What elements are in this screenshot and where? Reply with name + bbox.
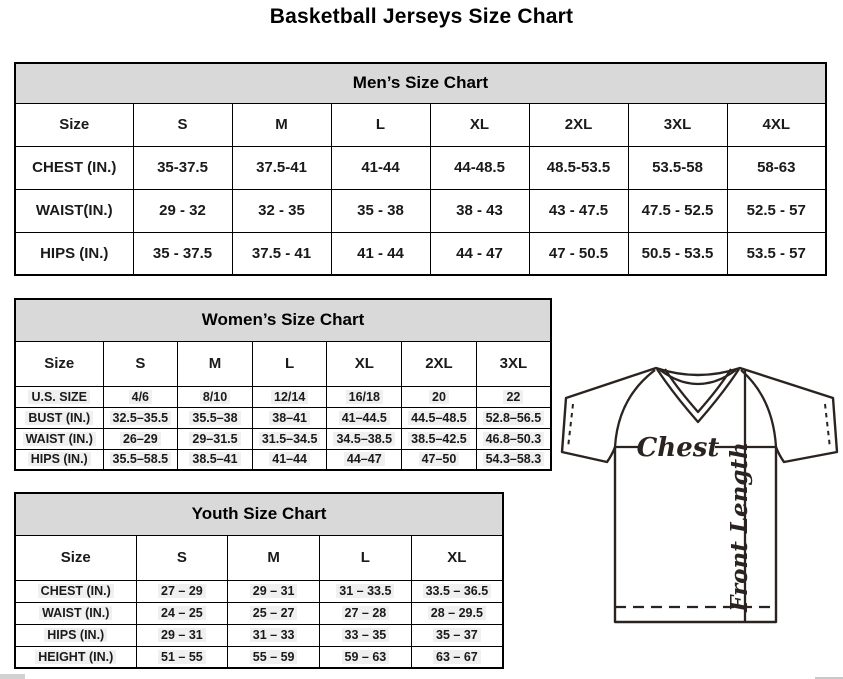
page-title: Basketball Jerseys Size Chart: [269, 5, 574, 28]
table-cell: 52.8–56.5: [476, 407, 551, 428]
table-cell: 51 – 55: [136, 646, 228, 668]
size-header-cell: Size: [15, 535, 136, 580]
mens-size-chart-table: [14, 62, 827, 276]
table-cell: 47–50: [402, 449, 477, 470]
row-label: HEIGHT (IN.): [15, 646, 136, 668]
youth-waist-row: [15, 602, 503, 624]
row-label: BUST (IN.): [15, 407, 103, 428]
table-cell: 29–31.5: [178, 428, 253, 449]
youth-height-row: [15, 646, 503, 668]
womens-us-size-row: [15, 386, 551, 407]
table-cell: 31 – 33: [228, 624, 320, 646]
row-label: WAIST (IN.): [15, 602, 136, 624]
size-col-header: 3XL: [476, 341, 551, 386]
youth-chest-row: [15, 580, 503, 602]
table-cell: 35.5–58.5: [103, 449, 178, 470]
table-cell: 53.5 - 57: [727, 232, 826, 275]
row-label: HIPS (IN.): [15, 232, 133, 275]
youth-table-header: Youth Size Chart: [15, 493, 503, 535]
mens-waist-row: [15, 189, 826, 232]
table-cell: 24 – 25: [136, 602, 228, 624]
table-cell: 52.5 - 57: [727, 189, 826, 232]
table-cell: 53.5-58: [628, 146, 727, 189]
table-cell: 41–44.5: [327, 407, 402, 428]
womens-hips-row: [15, 449, 551, 470]
table-cell: 27 – 28: [320, 602, 412, 624]
size-col-header: S: [103, 341, 178, 386]
table-cell: 58-63: [727, 146, 826, 189]
womens-bust-row: [15, 407, 551, 428]
table-cell: 25 – 27: [228, 602, 320, 624]
mens-size-header-row: [15, 103, 826, 146]
size-col-header: XL: [327, 341, 402, 386]
table-cell: 63 – 67: [411, 646, 503, 668]
jersey-outline: [562, 368, 837, 622]
size-col-header: 2XL: [529, 103, 628, 146]
size-header-cell: Size: [15, 341, 103, 386]
table-cell: 35-37.5: [133, 146, 232, 189]
table-cell: 31 – 33.5: [320, 580, 412, 602]
table-cell: 41 - 44: [331, 232, 430, 275]
table-cell: 34.5–38.5: [327, 428, 402, 449]
mens-chest-row: [15, 146, 826, 189]
row-label: WAIST (IN.): [15, 428, 103, 449]
youth-size-chart-table: [14, 492, 504, 669]
table-cell: 12/14: [252, 386, 327, 407]
table-cell: 44 - 47: [430, 232, 529, 275]
size-col-header: 3XL: [628, 103, 727, 146]
youth-hips-row: [15, 624, 503, 646]
size-col-header: L: [331, 103, 430, 146]
table-cell: 37.5 - 41: [232, 232, 331, 275]
row-label: HIPS (IN.): [15, 449, 103, 470]
table-cell: 32.5–35.5: [103, 407, 178, 428]
table-cell: 4/6: [103, 386, 178, 407]
table-cell: 31.5–34.5: [252, 428, 327, 449]
size-col-header: S: [133, 103, 232, 146]
table-cell: 29 – 31: [228, 580, 320, 602]
womens-size-header-row: [15, 341, 551, 386]
table-cell: 50.5 - 53.5: [628, 232, 727, 275]
table-cell: 41-44: [331, 146, 430, 189]
table-cell: 16/18: [327, 386, 402, 407]
size-col-header: XL: [430, 103, 529, 146]
row-label: CHEST (IN.): [15, 146, 133, 189]
table-cell: 32 - 35: [232, 189, 331, 232]
table-cell: 8/10: [178, 386, 253, 407]
table-cell: 38.5–42.5: [402, 428, 477, 449]
table-cell: 26–29: [103, 428, 178, 449]
table-cell: 27 – 29: [136, 580, 228, 602]
womens-size-chart-table: [14, 298, 552, 471]
size-header-cell: Size: [15, 103, 133, 146]
size-col-header: XL: [411, 535, 503, 580]
womens-waist-row: [15, 428, 551, 449]
table-cell: 55 – 59: [228, 646, 320, 668]
size-col-header: 2XL: [402, 341, 477, 386]
table-cell: 37.5-41: [232, 146, 331, 189]
row-label: HIPS (IN.): [15, 624, 136, 646]
size-col-header: M: [232, 103, 331, 146]
table-cell: 38–41: [252, 407, 327, 428]
table-cell: 47.5 - 52.5: [628, 189, 727, 232]
table-cell: 35 - 37.5: [133, 232, 232, 275]
table-cell: 41–44: [252, 449, 327, 470]
table-cell: 35 – 37: [411, 624, 503, 646]
size-col-header: S: [136, 535, 228, 580]
row-label: U.S. SIZE: [15, 386, 103, 407]
table-cell: 20: [402, 386, 477, 407]
size-col-header: L: [252, 341, 327, 386]
front-length-label: Front Length: [726, 442, 753, 612]
size-col-header: M: [228, 535, 320, 580]
table-cell: 33.5 – 36.5: [411, 580, 503, 602]
table-cell: 48.5-53.5: [529, 146, 628, 189]
chest-label: Chest: [636, 433, 720, 463]
youth-size-header-row: [15, 535, 503, 580]
table-cell: 35 - 38: [331, 189, 430, 232]
table-cell: 43 - 47.5: [529, 189, 628, 232]
table-cell: 28 – 29.5: [411, 602, 503, 624]
jersey-measurement-diagram: [556, 360, 843, 628]
mens-table-header: Men’s Size Chart: [15, 63, 826, 103]
table-cell: 33 – 35: [320, 624, 412, 646]
table-cell: 38.5–41: [178, 449, 253, 470]
size-col-header: L: [320, 535, 412, 580]
mens-hips-row: [15, 232, 826, 275]
womens-table-header: Women’s Size Chart: [15, 299, 551, 341]
table-cell: 59 – 63: [320, 646, 412, 668]
table-cell: 46.8–50.3: [476, 428, 551, 449]
table-cell: 29 - 32: [133, 189, 232, 232]
table-cell: 29 – 31: [136, 624, 228, 646]
table-cell: 35.5–38: [178, 407, 253, 428]
bottom-left-edge-artifact: [0, 674, 25, 679]
size-col-header: 4XL: [727, 103, 826, 146]
table-cell: 47 - 50.5: [529, 232, 628, 275]
table-cell: 22: [476, 386, 551, 407]
table-cell: 54.3–58.3: [476, 449, 551, 470]
table-cell: 38 - 43: [430, 189, 529, 232]
table-cell: 44.5–48.5: [402, 407, 477, 428]
row-label: WAIST(IN.): [15, 189, 133, 232]
row-label: CHEST (IN.): [15, 580, 136, 602]
table-cell: 44-48.5: [430, 146, 529, 189]
size-col-header: M: [178, 341, 253, 386]
table-cell: 44–47: [327, 449, 402, 470]
